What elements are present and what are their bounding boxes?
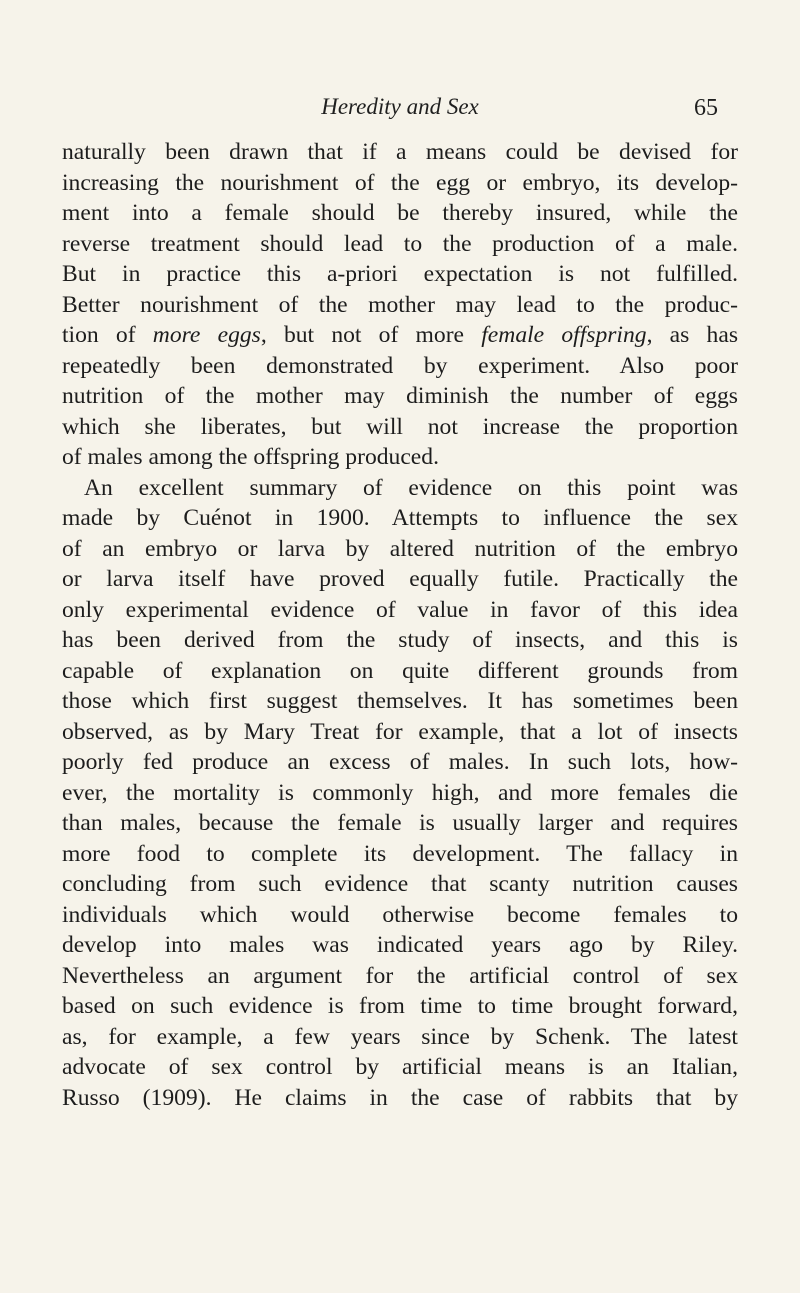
page-number: 65	[694, 95, 718, 121]
text-line: Better nourishment of the mother may lead to the produc-	[62, 291, 738, 318]
text-line: Russo (1909). He claims in the case of rabbits that by	[62, 1084, 738, 1111]
text-line: than males, because the female is usually larger and requires	[62, 810, 738, 836]
italic-phrase: more eggs	[152, 322, 261, 348]
running-title: Heredity and Sex	[321, 94, 479, 119]
text-line: capable of explanation on quite different grounds from	[62, 657, 738, 684]
body-text	[62, 137, 738, 1113]
text-line: Nevertheless an argument for the artificial control of sex	[62, 962, 738, 989]
text-line: of males among the offspring produced.	[62, 444, 439, 470]
text-line: which she liberates, but will not increase the proportion	[62, 413, 738, 440]
text-line: as, for example, a few years since by Schenk. The latest	[62, 1023, 738, 1050]
text-line: or larva itself have proved equally futile. Practically the	[62, 566, 738, 592]
text-line: increasing the nourishment of the egg or embryo, its develop-	[62, 169, 738, 196]
text-line: concluding from such evidence that scanty nutrition causes	[62, 871, 738, 897]
text-line: repeatedly been demonstrated by experiment. Also poor	[62, 352, 738, 379]
text-line: ment into a female should be thereby insured, while the	[62, 200, 738, 226]
text-line: those which first suggest themselves. It has sometimes been	[62, 688, 738, 714]
paragraph-first-line: An excellent summary of evidence on this point was	[84, 474, 738, 501]
text-line: has been derived from the study of insects, and this is	[62, 627, 738, 653]
text-line: develop into males was indicated years ago by Riley.	[62, 932, 738, 958]
text-line: nutrition of the mother may diminish the number of eggs	[62, 383, 738, 409]
text-line: advocate of sex control by artificial means is an Italian,	[62, 1054, 738, 1080]
italic-phrase: female offspring	[481, 322, 647, 348]
text-line-with-italics	[62, 320, 738, 351]
text-line: more food to complete its development. The fallacy in	[62, 840, 738, 867]
text-line: made by Cuénot in 1900. Attempts to influence the sex	[62, 505, 738, 531]
text-line: ever, the mortality is commonly high, and more females die	[62, 779, 738, 806]
text-line: of an embryo or larva by altered nutrition of the embryo	[62, 535, 738, 562]
text-line: based on such evidence is from time to time brought forward,	[62, 993, 738, 1019]
page-header	[62, 92, 738, 122]
text-line: reverse treatment should lead to the production of a male.	[62, 230, 738, 257]
text-run: , as has	[646, 322, 739, 348]
text-line: observed, as by Mary Treat for example, that a lot of insects	[62, 718, 738, 745]
text-line: only experimental evidence of value in favor of this idea	[62, 596, 738, 623]
text-run: , but not of more	[260, 322, 482, 348]
text-line: But in practice this a-priori expectation is not fulfilled.	[62, 261, 738, 287]
text-run: tion of	[62, 322, 153, 348]
text-line: individuals which would otherwise become females to	[62, 901, 738, 928]
text-line: poorly fed produce an excess of males. In such lots, how-	[62, 749, 738, 775]
text-line: naturally been drawn that if a means could be devised for	[62, 139, 738, 165]
